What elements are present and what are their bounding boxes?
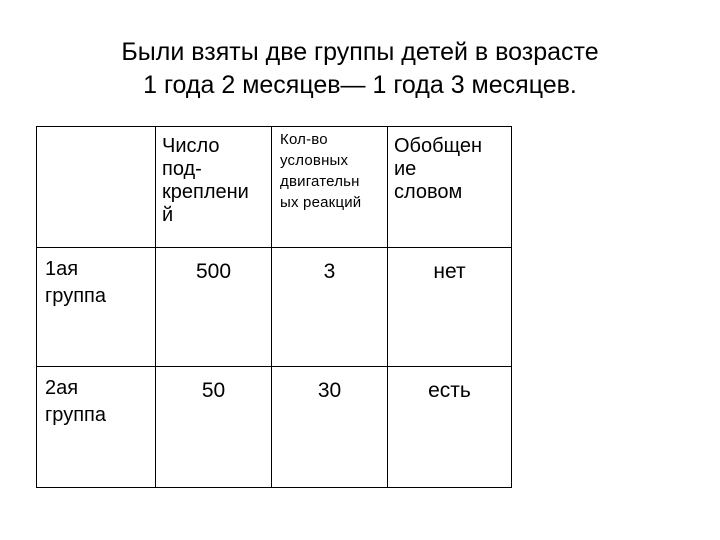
table-header-row (37, 127, 512, 248)
cell-value: нет (433, 260, 466, 283)
header-reinforcements-label: Число под- креплени й (162, 135, 249, 226)
header-cell-word-generalization (388, 127, 512, 248)
cell-value: 50 (201, 379, 226, 402)
cell-value: есть (428, 379, 471, 402)
table-cell (156, 367, 272, 488)
table-row (37, 367, 512, 488)
header-cell-reinforcements (156, 127, 272, 248)
header-corner-cell (37, 127, 156, 248)
table-cell (388, 367, 512, 488)
cell-value: 3 (323, 260, 336, 283)
header-conditioned-reactions-label: Кол-во условных двигательн ых реакций (280, 131, 362, 211)
header-cell-conditioned-reactions (272, 127, 388, 248)
table-cell (272, 367, 388, 488)
table-cell (272, 248, 388, 367)
row-label: 2ая группа (45, 377, 106, 426)
table-row (37, 248, 512, 367)
groups-table (36, 126, 512, 488)
row-label: 1ая группа (45, 258, 106, 307)
row-label-cell (37, 248, 156, 367)
title-line-2: 1 года 2 месяцев— 1 года 3 месяцев. (143, 71, 577, 99)
table-cell (156, 248, 272, 367)
cell-value: 500 (195, 260, 232, 283)
table-cell (388, 248, 512, 367)
header-word-generalization-label: Обобщен ие словом (394, 135, 482, 203)
title-line-1: Были взяты две группы детей в возрасте (121, 38, 599, 66)
row-label-cell (37, 367, 156, 488)
slide-title (40, 36, 680, 102)
cell-value: 30 (317, 379, 342, 402)
